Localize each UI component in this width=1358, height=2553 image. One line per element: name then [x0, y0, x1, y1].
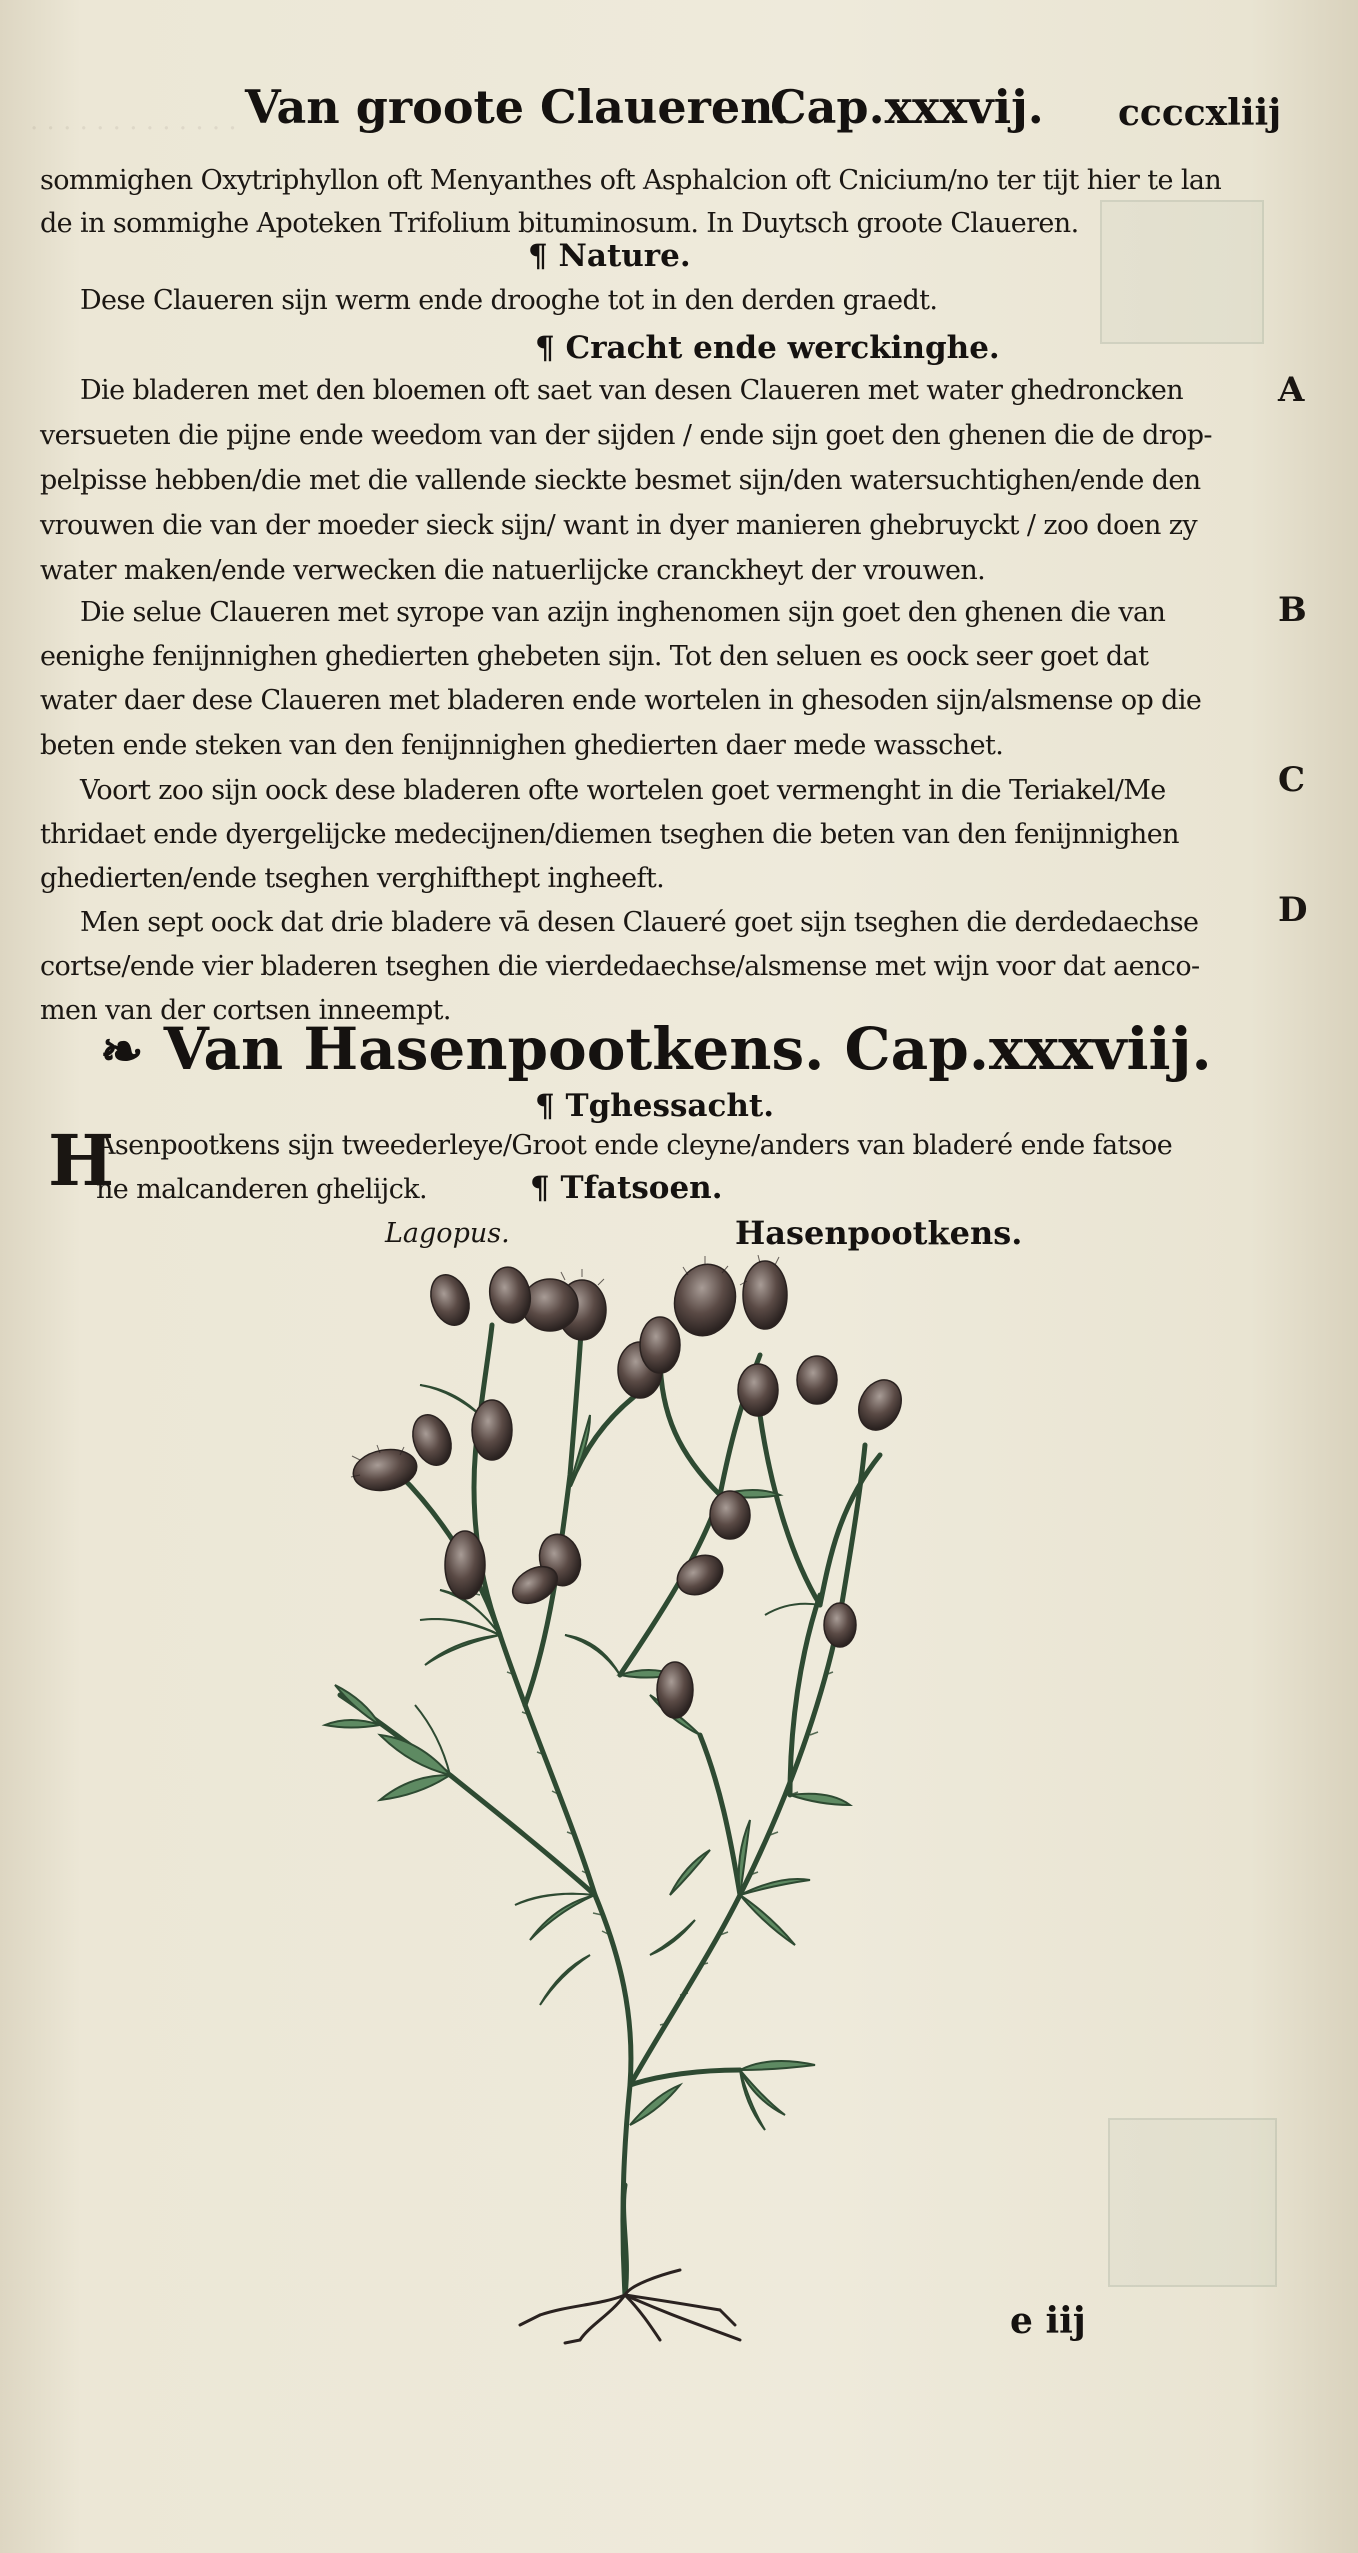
leaf [565, 1635, 620, 1675]
leaf [380, 1775, 450, 1800]
marginal-letter-c: C [1278, 760, 1306, 800]
fleuron-icon: ❧ [100, 1021, 144, 1082]
flower-head [472, 1400, 512, 1460]
leaf [740, 1895, 795, 1945]
text-line: ghedierten/ende tseghen verghifthept ingheeft. [40, 863, 665, 894]
leaf [540, 1955, 590, 2005]
running-head-chapter: Cap.xxxvij. [770, 80, 1044, 134]
hares-foot-clover-woodcut [320, 1255, 940, 2345]
flower-head [824, 1603, 856, 1647]
text-line: Dese Claueren sijn werm ende drooghe tot in den derden graedt. [80, 285, 938, 316]
show-through-initial [1100, 200, 1264, 344]
center-twig [570, 1385, 650, 1485]
section-heading-kracht: ¶ Cracht ende werckinghe. [535, 330, 1000, 366]
mid-left-twig [660, 1355, 720, 1495]
running-head-title: Van groote Claueren. [245, 80, 790, 134]
leaf [325, 1720, 380, 1728]
text-line: men van der cortsen inneempt. [40, 995, 451, 1026]
show-through-initial-lower [1108, 2118, 1277, 2287]
plant-label-dutch: Hasenpootkens. [735, 1214, 1023, 1252]
flower-head [667, 1257, 744, 1342]
leaf [530, 1895, 595, 1940]
text-line: pelpisse hebben/die met die vallende sieckte besmet sijn/den watersuchtighen/ende den [40, 465, 1201, 496]
show-through-text: . . . . . . . . . . . . . [30, 106, 237, 136]
drop-cap-h: H [48, 1119, 115, 1202]
folio-number: ccccxliij [1118, 92, 1282, 134]
text-line: eenighe fenijnnighen ghedierten ghebeten sijn. Tot den seluen es oock seer goet dat [40, 641, 1149, 672]
flower-head [445, 1531, 485, 1599]
text-line: thridaet ende dyergelijcke medecijnen/diemen tseghen die beten van den fenijnnighen [40, 819, 1179, 850]
marginal-letter-a: A [1278, 370, 1305, 410]
flower-head [738, 1364, 778, 1416]
text-line: versueten die pijne ende weedom van der sijden / ende sijn goet den ghenen die de drop- [40, 420, 1212, 451]
right-stem [630, 1445, 865, 2085]
text-line: Asenpootkens sijn tweederleye/Groot ende cleyne/anders van bladeré ende fatsoe [96, 1130, 1173, 1161]
right-twig-3 [760, 1415, 820, 1605]
lower-right-twig [630, 2070, 740, 2085]
roots [520, 2270, 740, 2343]
text-line: water maken/ende verwecken die natuerlijcke cranckheyt der vrouwen. [40, 555, 986, 586]
flower-head [640, 1317, 680, 1373]
flower-head [797, 1356, 837, 1404]
section-heading-gheslacht: ¶ Tghessacht. [535, 1088, 775, 1124]
flower-head [743, 1261, 787, 1329]
plant-label-latin: Lagopus. [385, 1218, 510, 1249]
marginal-letter-b: B [1278, 590, 1307, 630]
chapter-heading-text: Van Hasenpootkens. Cap.xxxviij. [163, 1015, 1212, 1083]
flower-head [851, 1373, 909, 1437]
leaf [335, 1685, 380, 1725]
text-line: sommighen Oxytriphyllon oft Menyanthes oft Asphalcion oft Cnicium/no ter tijt hier te lan [40, 165, 1222, 196]
leaf [380, 1735, 450, 1775]
text-line: de in sommighe Apoteken Trifolium bituminosum. In Duytsch groote Claueren. [40, 208, 1079, 239]
root-stem [624, 2185, 627, 2295]
leaf [670, 1850, 710, 1895]
leaf [650, 1920, 695, 1955]
text-line: Die bladeren met den bloemen oft saet van desen Claueren met water ghedroncken [80, 375, 1184, 406]
leaf [740, 1879, 810, 1895]
leaf [740, 2061, 815, 2070]
section-heading-nature: ¶ Nature. [528, 238, 691, 274]
text-line: cortse/ende vier bladeren tseghen die vierdedaechse/alsmense met wijn voor dat aenco- [40, 951, 1200, 982]
flower-head [424, 1269, 476, 1330]
right-twig-1 [700, 1735, 740, 1895]
text-line: water daer dese Claueren met bladeren ende wortelen in ghesoden sijn/alsmense op die [40, 685, 1202, 716]
leaf [630, 2085, 680, 2125]
flower-head [670, 1547, 730, 1602]
right-twig-4 [820, 1455, 880, 1605]
chapter-heading [100, 1015, 1212, 1083]
text-line: Voort zoo sijn oock dese bladeren ofte wortelen goet vermenght in die Teriakel/Me [80, 775, 1166, 806]
text-line: beten ende steken van den fenijnnighen ghedierten daer mede wasschet. [40, 730, 1004, 761]
leaf [425, 1635, 500, 1665]
text-line: Die selue Claueren met syrope van azijn inghenomen sijn goet den ghenen die van [80, 597, 1166, 628]
marginal-letter-d: D [1278, 890, 1308, 930]
flower-head [657, 1662, 693, 1718]
center-branch [525, 1315, 582, 1705]
signature-mark: e iij [1010, 2300, 1086, 2342]
text-line: vrouwen die van der moeder sieck sijn/ want in dyer manieren ghebruyckt / zoo doen zy [40, 510, 1198, 541]
text-line: ne malcanderen ghelijck. [96, 1174, 427, 1205]
section-heading-fatsoen: ¶ Tfatsoen. [530, 1170, 723, 1206]
text-line: Men sept oock dat drie bladere vā desen Claueré goet sijn tseghen die derdedaechse [80, 907, 1199, 938]
leaf [420, 1385, 480, 1415]
leaf [790, 1794, 850, 1805]
flower-head [710, 1491, 750, 1539]
